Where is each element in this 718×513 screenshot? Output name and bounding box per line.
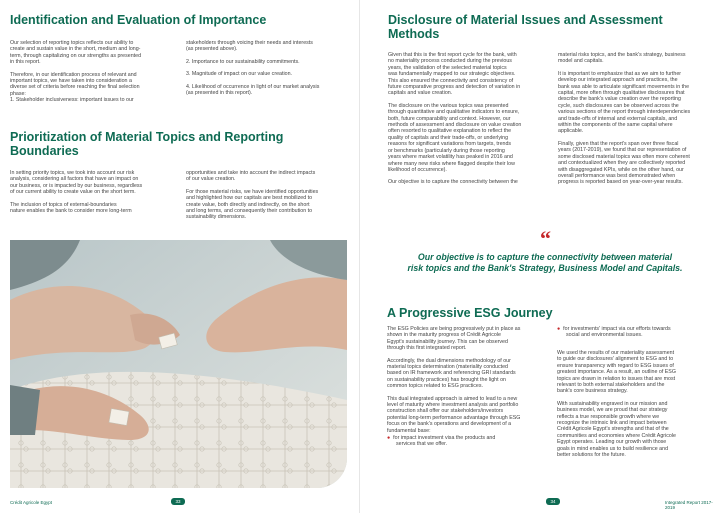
pull-quote-line2: risk topics and the Bank's Strategy, Business Model and Capitals. (407, 263, 683, 273)
text-line: create value, both directly and indirectly, on the short (186, 201, 310, 208)
text-line: describe the bank's value creation over the reporting (558, 96, 681, 103)
text-line: Egypt operates. Leading our growth with those (557, 439, 667, 446)
text-line: through this first integrated report. (387, 345, 467, 352)
text-line: and long terms, and consequently their contribution to (186, 208, 313, 215)
bullet-investment-impact (557, 326, 715, 339)
text-line: through quantitative and qualitative indicators to ensure, (388, 109, 520, 116)
text-right-col1 (388, 52, 548, 186)
text-line: no materiality process conducted during the previous (388, 58, 512, 65)
text-line: phase: (10, 90, 26, 97)
heading-prioritization-line1: Prioritization of Material Topics and Reporting (10, 130, 284, 144)
text-line: better solutions for the future. (557, 452, 626, 459)
text-line: model and capitals. (558, 58, 604, 65)
text-line: term, through capitalizing on our strengths as presented (10, 52, 142, 59)
heading-disclosure-line2: Methods (388, 27, 440, 41)
text-line: recognize the intrinsic link and impact between (557, 420, 667, 427)
text-line: create and sustain value in the short, medium and long- (10, 46, 141, 53)
footer-right: Integrated Report 2017-2019 (665, 500, 713, 510)
text-line: This also ensured the connectivity and consistency of (388, 77, 514, 84)
text-line: Egypt's sustainability journey. This can be observed (387, 338, 508, 345)
text-line: topics are drawn in relation to issues that are most (557, 375, 676, 382)
bullet1-line2: services that we offer. (396, 441, 448, 448)
text-line: business model, we are proud that our strategy (557, 407, 668, 414)
text-line: important topics, we have taken into consideration a (10, 78, 132, 85)
text-line: develop our integrated approach and practices, the (558, 77, 678, 84)
text-line: applicable. (558, 128, 584, 135)
text-line: both, future comparability and context. However, our (388, 115, 511, 122)
text-line: material topics determination (materiality conducted (387, 364, 509, 371)
text-line: With sustainability engraved in our mission and (557, 400, 668, 407)
bullet2-line1: for investments' impact via our efforts towards (563, 326, 671, 332)
text-line: to guide our disclosures' alignment to ESG and to (557, 356, 674, 363)
text-line: ensure transparency with regard to ESG issues of (557, 362, 674, 369)
text-line: analysis, considering all factors that have an impact on (10, 176, 139, 183)
text-line: Crédit Agricole Egypt's strengths and that of the (557, 426, 669, 433)
text-line: Therefore, in our identification process of relevant and (10, 71, 137, 78)
text-line: goals in mind enables us to build resilience and (557, 445, 669, 452)
text-line: and highlighted how our capitals are best mobilized to (186, 195, 313, 202)
heading-disclosure (388, 13, 663, 41)
text-line: on sustainability practices) has brought the light on (387, 376, 506, 383)
text-line: progress is reported based on year-over-year results. (558, 179, 683, 186)
text-line: diverse set of criteria before reaching the final selection (10, 84, 140, 91)
text-line: where many new risks where flagged despite their low (388, 160, 515, 167)
bullet-impact-investment (387, 435, 547, 448)
text-line: shown in the maturity progress of Crédit Agricole (387, 332, 501, 339)
text-line: sustainability dimensions. (186, 214, 247, 221)
text-line: Accordingly, the dual dimensions methodology of our (387, 357, 511, 364)
text-line: (as presented above). (186, 46, 238, 53)
text-line: of our value creation. (186, 176, 236, 183)
text-line: bank's core business strategy. (557, 388, 628, 395)
text-line: and contextualized when they are collectively reported (558, 160, 686, 167)
text-line: future comparative progress and detection of variation in (388, 84, 521, 91)
bullet-icon: ● (387, 435, 391, 441)
text-line: various sections of the report through interdependencies (558, 109, 691, 116)
text-line: likelihood of occurrence). (388, 166, 447, 173)
text-line: Our objective is to capture the connectivity between the (388, 179, 518, 186)
bullet-icon: ● (557, 326, 561, 332)
text-line: our business, or is impacted by our business, regardless (10, 182, 143, 189)
footer-left: Crédit Agricole Egypt (10, 500, 53, 505)
text-line: fundamental base: (387, 427, 431, 434)
text-line: in this report. (10, 59, 41, 66)
text-line: construction shall offer our stakeholders/investors (387, 408, 504, 415)
text-line: We used the results of our materiality assessment (557, 350, 675, 356)
text-line: level of maturity where investment analysis and portfolio (387, 402, 519, 409)
text-line: and trade-offs of internal and external capitals, and (558, 115, 678, 122)
text-col1b (186, 40, 351, 96)
text-line: The inclusion of topics of external-boundaries (10, 201, 117, 208)
pull-quote (395, 252, 695, 274)
text-line: bank was able to articulate significant movements in the (558, 83, 690, 90)
text-line: years (2017-2019), we found that our representation of (558, 147, 687, 154)
text-line: methods of assessment and disclosure on value creation (388, 122, 522, 129)
text-line: capital, more often through qualitative disclosures that (558, 90, 685, 97)
text-line: common topics related to ESG practices. (387, 383, 483, 390)
text-right-col2 (558, 52, 716, 186)
text-right-col4 (557, 350, 715, 459)
text-line: capitals and value creation. (388, 90, 453, 97)
text-line: 1. Stakeholder inclusiveness: important issues to our (10, 97, 134, 104)
text-line: based on IR framework and referencing GRI standards (387, 370, 516, 377)
text-line: 2. Importance to our sustainability commitments. (186, 58, 300, 65)
text-line: cycle, such disclosures can be observed across the (558, 102, 679, 109)
pull-quote-line1: Our objective is to capture the connectivity between material (417, 252, 673, 262)
text-line: (as presented in this report). (186, 90, 253, 97)
text-line: focus on the bank's operations and development of a (387, 421, 512, 428)
text-col2a (10, 170, 175, 214)
text-line: 4. Likelihood of occurrence in light of our market analysis (186, 83, 320, 90)
text-col1a (10, 40, 170, 104)
text-right-col3 (387, 326, 547, 434)
heading-prioritization (10, 130, 283, 158)
text-line: For those material risks, we have identified opportunities (186, 188, 319, 195)
heading-esg-journey: A Progressive ESG Journey (387, 306, 553, 320)
text-line: material risks topics, and the bank's strategy, business (558, 52, 686, 58)
page-number-left: 33 (171, 498, 185, 505)
text-line: Finally, given that the report's span over three fiscal (558, 140, 679, 147)
text-line: 3. Magnitude of impact on our value creation. (186, 71, 292, 78)
text-line: relevant to both external stakeholders and the (557, 382, 665, 389)
text-line: This dual integrated approach is aimed to lead to a new (387, 395, 518, 402)
quote-mark-icon: “ (540, 226, 551, 251)
text-line: was fundamentally mapped to our strategic objectives. (388, 71, 516, 78)
text-line: reasons for significant variations from targets, trends (388, 141, 512, 148)
text-line: potential long-term performance advantage through ESG (387, 414, 521, 421)
text-line: In setting priority topics, we took into account our risk (10, 170, 135, 176)
text-line: communities and economies where Crédit Agricole (557, 432, 676, 439)
text-line: greatest importance. As a result, an outline of ESG (557, 369, 676, 376)
text-line: reflects a true responsible growth where we (557, 413, 660, 420)
text-line: years where market volatility has peaked in 2016 and (388, 154, 513, 161)
text-line: opportunities and take into account the indirect impacts (186, 170, 316, 176)
text-line: within the components of the same capital where (558, 122, 673, 129)
text-line: nature enables the bank to consider more long-term (10, 208, 132, 215)
puzzle-hands-image (10, 240, 347, 488)
text-line: stakeholders through voicing their needs and interests (186, 40, 313, 46)
heading-prioritization-line2: Boundaries (10, 144, 79, 158)
page-number-right: 34 (546, 498, 560, 505)
text-line: overall performance was best demonstrated when (558, 172, 676, 179)
text-line: Our selection of reporting topics reflects our ability to (10, 40, 134, 46)
text-line: some disclosed material topics was often more coherent (558, 153, 690, 160)
text-col2b (186, 170, 351, 221)
heading-identification: Identification and Evaluation of Importance (10, 13, 267, 27)
text-line: The ESG Policies are being progressively put in place as (387, 326, 521, 332)
bullet2-line2: social and environmental issues. (566, 332, 643, 339)
text-line: It is important to emphasize that as we aim to further (558, 70, 682, 77)
bullet1-line1: for impact investment visa the products and (393, 435, 496, 441)
text-line: Given that this is the first report cycle for the bank, with (388, 52, 517, 58)
text-line: or benchmarks (particularly during those reporting (388, 147, 505, 154)
text-line: The disclosure on the various topics was presented (388, 102, 509, 109)
text-line: years, the validation of the selected material topics (388, 64, 507, 71)
text-line: often resorted to qualitative explanation to reflect the (388, 128, 512, 135)
heading-disclosure-line1: Disclosure of Material Issues and Assessment (388, 13, 663, 27)
puzzle-hands-photo (10, 240, 347, 488)
text-line: of our current ability to create value on the short term. (10, 189, 136, 196)
text-line: quality of capitals and their trade-offs, or underlying (388, 134, 509, 141)
text-line: with disaggregated KPIs, while on the other hand, our (558, 166, 684, 173)
